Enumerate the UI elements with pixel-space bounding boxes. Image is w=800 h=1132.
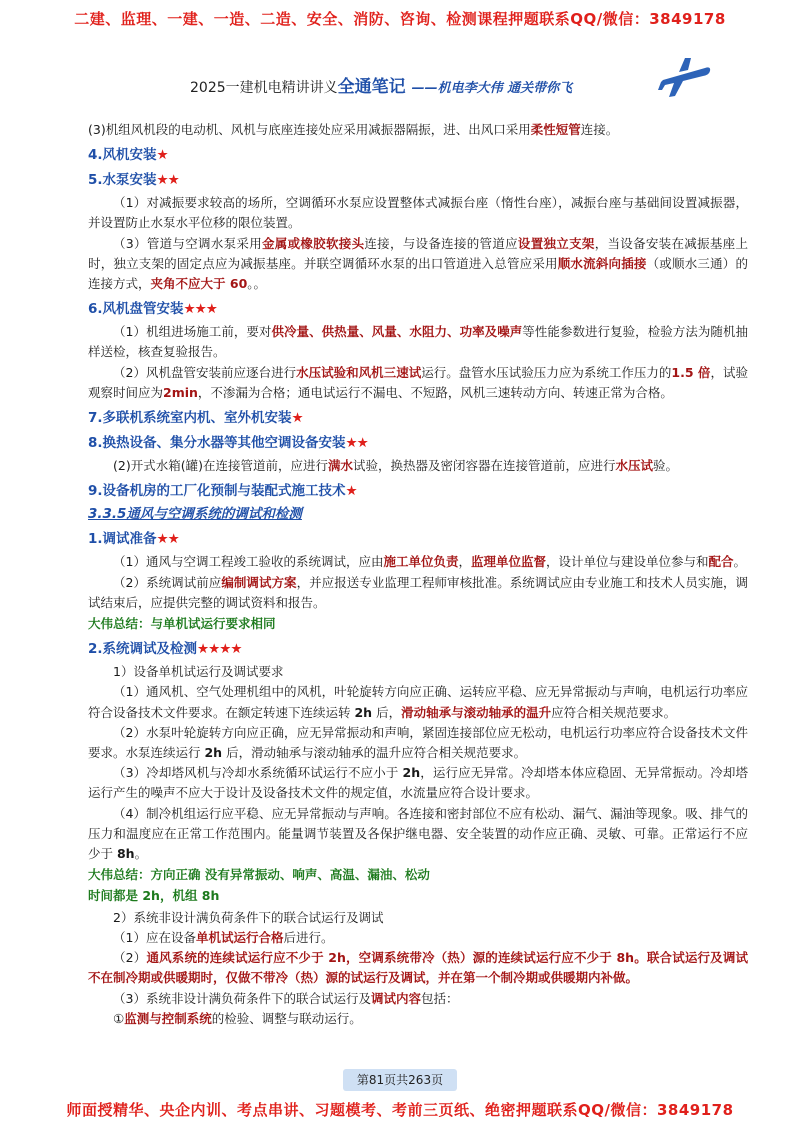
paragraph: （1）应在设备单机试运行合格后进行。 (113, 929, 334, 945)
paragraph: （2）通风系统的连续试运行应不少于 2h，空调系统带冷（热）源的连续试运行应不少于 8h。联合试运行及调试不在制冷期或供暖期时，仅做不带冷（热）源的试运行及调试，并在第一个制冷期或供暖期内补做。 (88, 950, 749, 986)
header-note-title: 全通笔记 (337, 77, 406, 97)
star-rating: ★ (345, 483, 357, 500)
paragraph: 2）系统非设计满负荷条件下的联合试运行及调试 (113, 909, 384, 925)
paragraph: ①监测与控制系统的检验、调整与联动运行。 (113, 1010, 362, 1026)
section-heading: 2.系统调试及检测★★★★ (88, 641, 242, 658)
document-header (190, 72, 690, 100)
section-heading: 1.调试准备★★ (88, 531, 179, 548)
star-rating: ★★ (156, 172, 179, 189)
summary-note: 时间都是 2h，机组 8h (88, 888, 220, 904)
paragraph: （2）水泵叶轮旋转方向应正确，应无异常振动和声响，紧固连接部位应无松动，电机运行功率应符合设备技术文件要求。水泵连续运行 2h 后，滑动轴承与滚动轴承的温升应符合相关规范要求。 (88, 724, 748, 761)
paragraph: （3）系统非设计满负荷条件下的联合试运行及调试内容包括： (113, 990, 459, 1006)
summary-note: 大伟总结：与单机试运行要求相同 (88, 616, 276, 632)
section-heading: 4.风机安装★ (88, 147, 168, 164)
paragraph: （3）管道与空调水泵采用金属或橡胶软接头连接，与设备连接的管道应设置独立支架，当设备安装在减振基座上时，独立支架的固定点应为减振基座。并联空调循环水泵的出口管道进入总管应采用顺水流斜向插接（或顺水三通）的连接方式，夹角不应大于 60。。 (88, 235, 748, 292)
header-prefix: 2025一建机电精讲讲义 (190, 80, 338, 96)
star-rating: ★ (156, 147, 168, 164)
section-heading: 7.多联机系统室内机、室外机安装★ (88, 410, 303, 427)
header-slogan: ——机电李大伟 通关带你飞 (411, 81, 573, 96)
paragraph: 1）设备单机试运行及调试要求 (113, 664, 284, 680)
paragraph: （1）对减振要求较高的场所，空调循环水泵应设置整体式减振台座（惰性台座），减振台座与基础间设置减振器，并设置防止水泵水平位移的限位装置。 (88, 195, 748, 231)
bottom-banner: 师面授精华、央企内训、考点串讲、习题模考、考前三页纸、绝密押题联系QQ/微信：3849178 (66, 1101, 734, 1119)
paragraph: （4）制冷机组运行应平稳、应无异常振动与声响。各连接和密封部位不应有松动、漏气、漏油等现象。吸、排气的压力和温度应在正常工作范围内。能量调节装置及各保护继电器、安全装置的动作应正确、灵敏、可靠。正常运行不应少于 8h。 (88, 805, 748, 862)
paragraph: （2）系统调试前应编制调试方案，并应报送专业监理工程师审核批准。系统调试应由专业施工和技术人员实施，调试结束后，应提供完整的调试资料和报告。 (88, 574, 748, 610)
star-rating: ★★ (345, 435, 368, 452)
section-heading: 9.设备机房的工厂化预制与装配式施工技术★ (88, 483, 357, 500)
subsection-title: 3.3.5通风与空调系统的调试和检测 (88, 506, 302, 523)
page-number: 第81页共263页 (343, 1069, 457, 1091)
paragraph: （3）冷却塔风机与冷却水系统循环试运行不应小于 2h，运行应无异常。冷却塔本体应稳固、无异常振动。冷却塔运行产生的噪声不应大于设计及设备技术文件的规定值，水流量应符合设计要求。 (88, 765, 748, 801)
airplane-icon (655, 50, 715, 102)
paragraph: (2)开式水箱(罐)在连接管道前，应进行满水试验，换热器及密闭容器在连接管道前，应进行水压试验。 (113, 458, 679, 474)
star-rating: ★★★★ (197, 641, 242, 658)
section-heading: 8.换热设备、集分水器等其他空调设备安装★★ (88, 435, 368, 452)
paragraph: （1）通风与空调工程竣工验收的系统调试，应由施工单位负责，监理单位监督，设计单位与建设单位参与和配合。 (113, 554, 747, 570)
star-rating: ★ (291, 410, 303, 427)
paragraph: （1）机组进场施工前，要对供冷量、供热量、风量、水阻力、功率及噪声等性能参数进行复验，检验方法为随机抽样送检，核查复验报告。 (88, 324, 748, 360)
star-rating: ★★★ (183, 301, 217, 318)
paragraph: （1）通风机、空气处理机组中的风机，叶轮旋转方向应正确、运转应平稳、应无异常振动与声响，电机运行功率应符合设备技术文件要求。在额定转速下连续运转 2h 后，滑动轴承与滚动轴承的温升应符合相关规范要求。 (88, 684, 748, 720)
notes-body (88, 120, 748, 1029)
paragraph: （2）风机盘管安装前应逐台进行水压试验和风机三速试运行。盘管水压试验压力应为系统工作压力的1.5 倍，试验观察时间应为2min，不渗漏为合格；通电试运行不漏电、不短路，风机三速转动方向、转速正常为合格。 (88, 364, 748, 400)
star-rating: ★★ (156, 531, 179, 548)
summary-note: 大伟总结：方向正确 没有异常振动、响声、高温、漏油、松动 (88, 867, 430, 883)
paragraph: (3)机组风机段的电动机、风机与底座连接处应采用减振器隔振，进、出风口采用柔性短管连接。 (88, 122, 619, 137)
section-heading: 6.风机盘管安装★★★ (88, 301, 217, 318)
section-heading: 5.水泵安装★★ (88, 172, 179, 189)
top-banner: 二建、监理、一建、一造、二造、安全、消防、咨询、检测课程押题联系QQ/微信：3849178 (74, 10, 726, 28)
